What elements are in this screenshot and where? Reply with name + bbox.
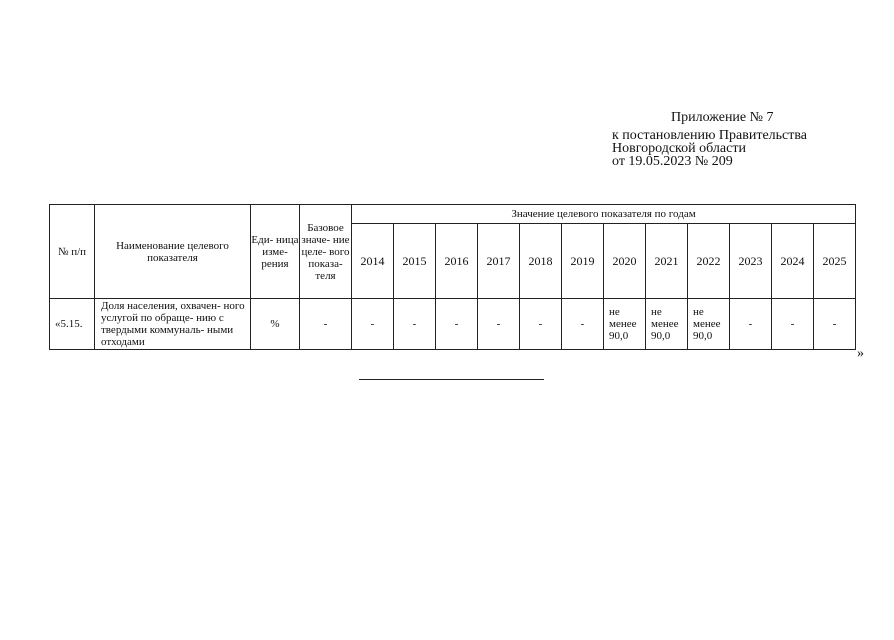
row-year-value: - bbox=[394, 299, 436, 350]
header-year: 2021 bbox=[646, 224, 688, 299]
appendix-title: Приложение № 7 bbox=[671, 110, 774, 125]
header-year: 2014 bbox=[352, 224, 394, 299]
appendix-reference bbox=[612, 129, 807, 168]
row-year-value: - bbox=[352, 299, 394, 350]
header-name: Наименование целевого показателя bbox=[95, 205, 251, 299]
row-indicator-name: Доля населения, охвачен- ного услугой по обраще- нию с твердыми коммуналь- ными отходами bbox=[95, 299, 251, 350]
header-year: 2015 bbox=[394, 224, 436, 299]
row-year-value: - bbox=[814, 299, 856, 350]
row-year-value: - bbox=[730, 299, 772, 350]
reference-line-1: к постановлению Правительства bbox=[612, 128, 808, 143]
header-num: № п/п bbox=[50, 205, 95, 299]
header-year: 2022 bbox=[688, 224, 730, 299]
header-year: 2019 bbox=[562, 224, 604, 299]
reference-line-2: Новгородской области bbox=[612, 141, 746, 156]
header-year: 2023 bbox=[730, 224, 772, 299]
divider-line bbox=[359, 379, 544, 380]
row-year-value: - bbox=[562, 299, 604, 350]
header-year: 2025 bbox=[814, 224, 856, 299]
indicator-table bbox=[49, 204, 856, 350]
table-row bbox=[50, 299, 856, 350]
row-year-value: не менее 90,0 bbox=[646, 299, 688, 350]
header-year: 2020 bbox=[604, 224, 646, 299]
row-year-value: - bbox=[520, 299, 562, 350]
row-base-value: - bbox=[300, 299, 352, 350]
header-unit: Еди- ница изме- рения bbox=[251, 205, 300, 299]
row-year-value: - bbox=[436, 299, 478, 350]
row-unit: % bbox=[251, 299, 300, 350]
row-year-value: не менее 90,0 bbox=[688, 299, 730, 350]
header-year: 2016 bbox=[436, 224, 478, 299]
row-num: «5.15. bbox=[50, 299, 95, 350]
row-year-value: - bbox=[772, 299, 814, 350]
row-year-value: не менее 90,0 bbox=[604, 299, 646, 350]
header-years-group: Значение целевого показателя по годам bbox=[352, 205, 856, 224]
header-year: 2024 bbox=[772, 224, 814, 299]
row-year-value: - bbox=[478, 299, 520, 350]
header-year: 2017 bbox=[478, 224, 520, 299]
reference-line-3: от 19.05.2023 № 209 bbox=[612, 154, 733, 169]
closing-quote: » bbox=[857, 346, 864, 361]
header-year: 2018 bbox=[520, 224, 562, 299]
header-base: Базовое значе- ние целе- вого показа- теля bbox=[300, 205, 352, 299]
